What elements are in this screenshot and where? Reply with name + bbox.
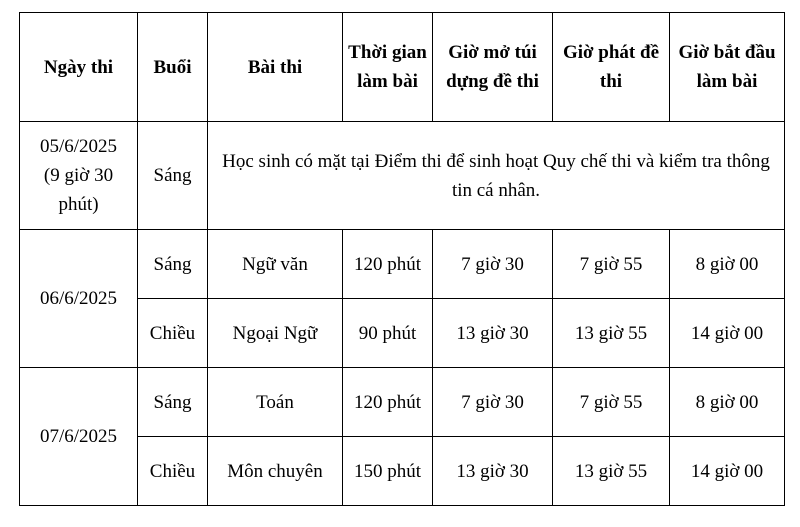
duration-cell: 150 phút — [343, 437, 433, 506]
table-row — [20, 230, 785, 299]
header-duration: Thời gian làm bài — [343, 13, 433, 122]
open-time-cell: 13 giờ 30 — [433, 299, 553, 368]
subject-cell: Ngữ văn — [208, 230, 343, 299]
exam-date-cell: 06/6/2025 — [20, 230, 138, 368]
duration-cell: 90 phút — [343, 299, 433, 368]
session-cell: Sáng — [138, 368, 208, 437]
session-cell: Sáng — [138, 122, 208, 230]
hand-out-time-cell: 13 giờ 55 — [553, 437, 670, 506]
table-row — [20, 368, 785, 437]
exam-date-note: (9 giờ 30 phút) — [43, 165, 114, 215]
duration-cell: 120 phút — [343, 368, 433, 437]
open-time-cell: 13 giờ 30 — [433, 437, 553, 506]
table-row — [20, 122, 785, 230]
subject-cell: Môn chuyên — [208, 437, 343, 506]
header-hand-out-time: Giờ phát đề thi — [553, 13, 670, 122]
header-start-time: Giờ bắt đầu làm bài — [670, 13, 785, 122]
hand-out-time-cell: 7 giờ 55 — [553, 368, 670, 437]
exam-schedule-table — [19, 12, 785, 506]
header-subject: Bài thi — [208, 13, 343, 122]
subject-cell: Toán — [208, 368, 343, 437]
header-session: Buổi — [138, 13, 208, 122]
hand-out-time-cell: 7 giờ 55 — [553, 230, 670, 299]
exam-date-cell: 07/6/2025 — [20, 368, 138, 506]
session-cell: Chiều — [138, 437, 208, 506]
start-time-cell: 8 giờ 00 — [670, 368, 785, 437]
header-open-time: Giờ mở túi dựng đề thi — [433, 13, 553, 122]
header-row — [20, 13, 785, 122]
start-time-cell: 14 giờ 00 — [670, 437, 785, 506]
duration-cell: 120 phút — [343, 230, 433, 299]
open-time-cell: 7 giờ 30 — [433, 230, 553, 299]
session-cell: Sáng — [138, 230, 208, 299]
start-time-cell: 8 giờ 00 — [670, 230, 785, 299]
header-exam-date: Ngày thi — [20, 13, 138, 122]
hand-out-time-cell: 13 giờ 55 — [553, 299, 670, 368]
session-cell: Chiều — [138, 299, 208, 368]
exam-date: 05/6/2025 — [39, 136, 118, 157]
notice-cell: Học sinh có mặt tại Điểm thi để sinh hoạt Quy chế thi và kiểm tra thông tin cá nhân. — [208, 122, 785, 230]
exam-date-cell — [20, 122, 138, 230]
exam-schedule — [19, 12, 785, 506]
start-time-cell: 14 giờ 00 — [670, 299, 785, 368]
subject-cell: Ngoại Ngữ — [208, 299, 343, 368]
open-time-cell: 7 giờ 30 — [433, 368, 553, 437]
